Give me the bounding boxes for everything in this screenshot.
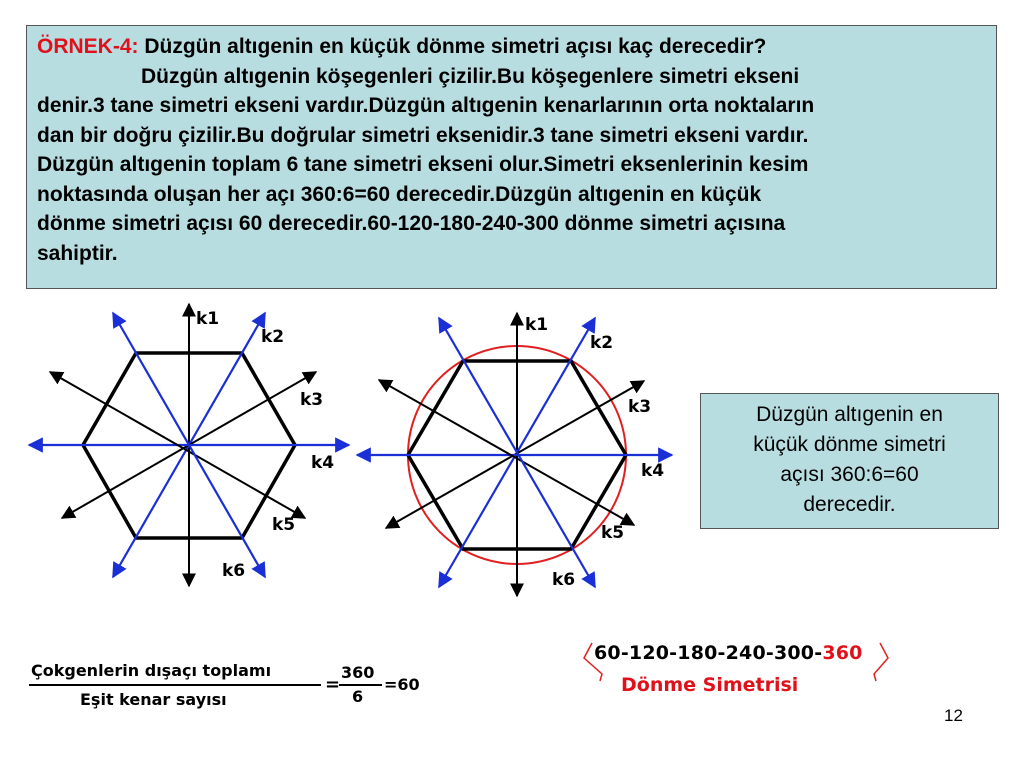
side-note-line-1: Düzgün altıgenin en bbox=[756, 403, 943, 426]
side-note-line-4: derecedir. bbox=[803, 493, 896, 516]
right-hexagon-figure bbox=[357, 313, 672, 596]
side-note-line-3: açısı 360:6=60 bbox=[780, 463, 919, 486]
right-label-k4: k4 bbox=[641, 461, 665, 481]
formula-equals: = bbox=[325, 674, 341, 695]
right-label-k6: k6 bbox=[552, 570, 576, 590]
left-label-k6: k6 bbox=[222, 561, 246, 581]
formula-numerator: Çokgenlerin dışaçı toplamı bbox=[31, 661, 272, 680]
example-line-3: denir.3 tane simetri ekseni vardır.Düzgün altıgenin kenarlarının orta noktaların bbox=[37, 94, 815, 117]
side-note-line-2: küçük dönme simetri bbox=[753, 433, 946, 456]
formula-result: =60 bbox=[384, 675, 420, 694]
left-label-k4: k4 bbox=[311, 453, 335, 473]
example-line-8: sahiptir. bbox=[37, 241, 118, 265]
formula-frac-den: 6 bbox=[352, 687, 364, 706]
page-number: 12 bbox=[944, 706, 963, 725]
example-line-7: dönme simetri açısı 60 derecedir.60-120-180-240-300 dönme simetri açısına bbox=[37, 212, 786, 235]
left-hexagon-figure bbox=[29, 304, 349, 586]
right-label-k2: k2 bbox=[590, 333, 614, 353]
side-note-box bbox=[700, 393, 999, 529]
example-text: Düzgün altıgenin köşegenleri çizilir.Bu köşegenlere simetri ekseni bbox=[141, 64, 800, 88]
right-label-k1: k1 bbox=[525, 315, 549, 335]
right-label-k3: k3 bbox=[628, 397, 652, 417]
rotation-caption: Dönme Simetrisi bbox=[621, 674, 799, 696]
example-line-4: dan bir doğru çizilir.Bu doğrular simetri eksenidir.3 tane simetri ekseni vardır. bbox=[37, 123, 809, 147]
formula-frac-num: 360 bbox=[341, 663, 375, 682]
left-label-k3: k3 bbox=[300, 390, 324, 410]
left-label-k2: k2 bbox=[261, 327, 285, 347]
example-heading: ÖRNEK-4: bbox=[37, 35, 139, 58]
rotation-sequence bbox=[594, 642, 863, 664]
sequence-highlight: 360 bbox=[822, 642, 863, 664]
formula-denominator: Eşit kenar sayısı bbox=[80, 690, 227, 709]
left-label-k1: k1 bbox=[196, 309, 220, 329]
sequence-values: 60-120-180-240-300- bbox=[594, 642, 823, 664]
example-question: Düzgün altıgenin en küçük dönme simetri açısı kaç derecedir? bbox=[138, 35, 767, 58]
example-line-5: Düzgün altıgenin toplam 6 tane simetri ekseni olur.Simetri eksenlerinin kesim bbox=[37, 153, 809, 176]
example-line-6: noktasında oluşan her açı 360:6=60 derecedir.Düzgün altıgenin en küçük bbox=[37, 182, 762, 206]
left-label-k5: k5 bbox=[272, 515, 296, 535]
right-label-k5: k5 bbox=[601, 523, 625, 543]
